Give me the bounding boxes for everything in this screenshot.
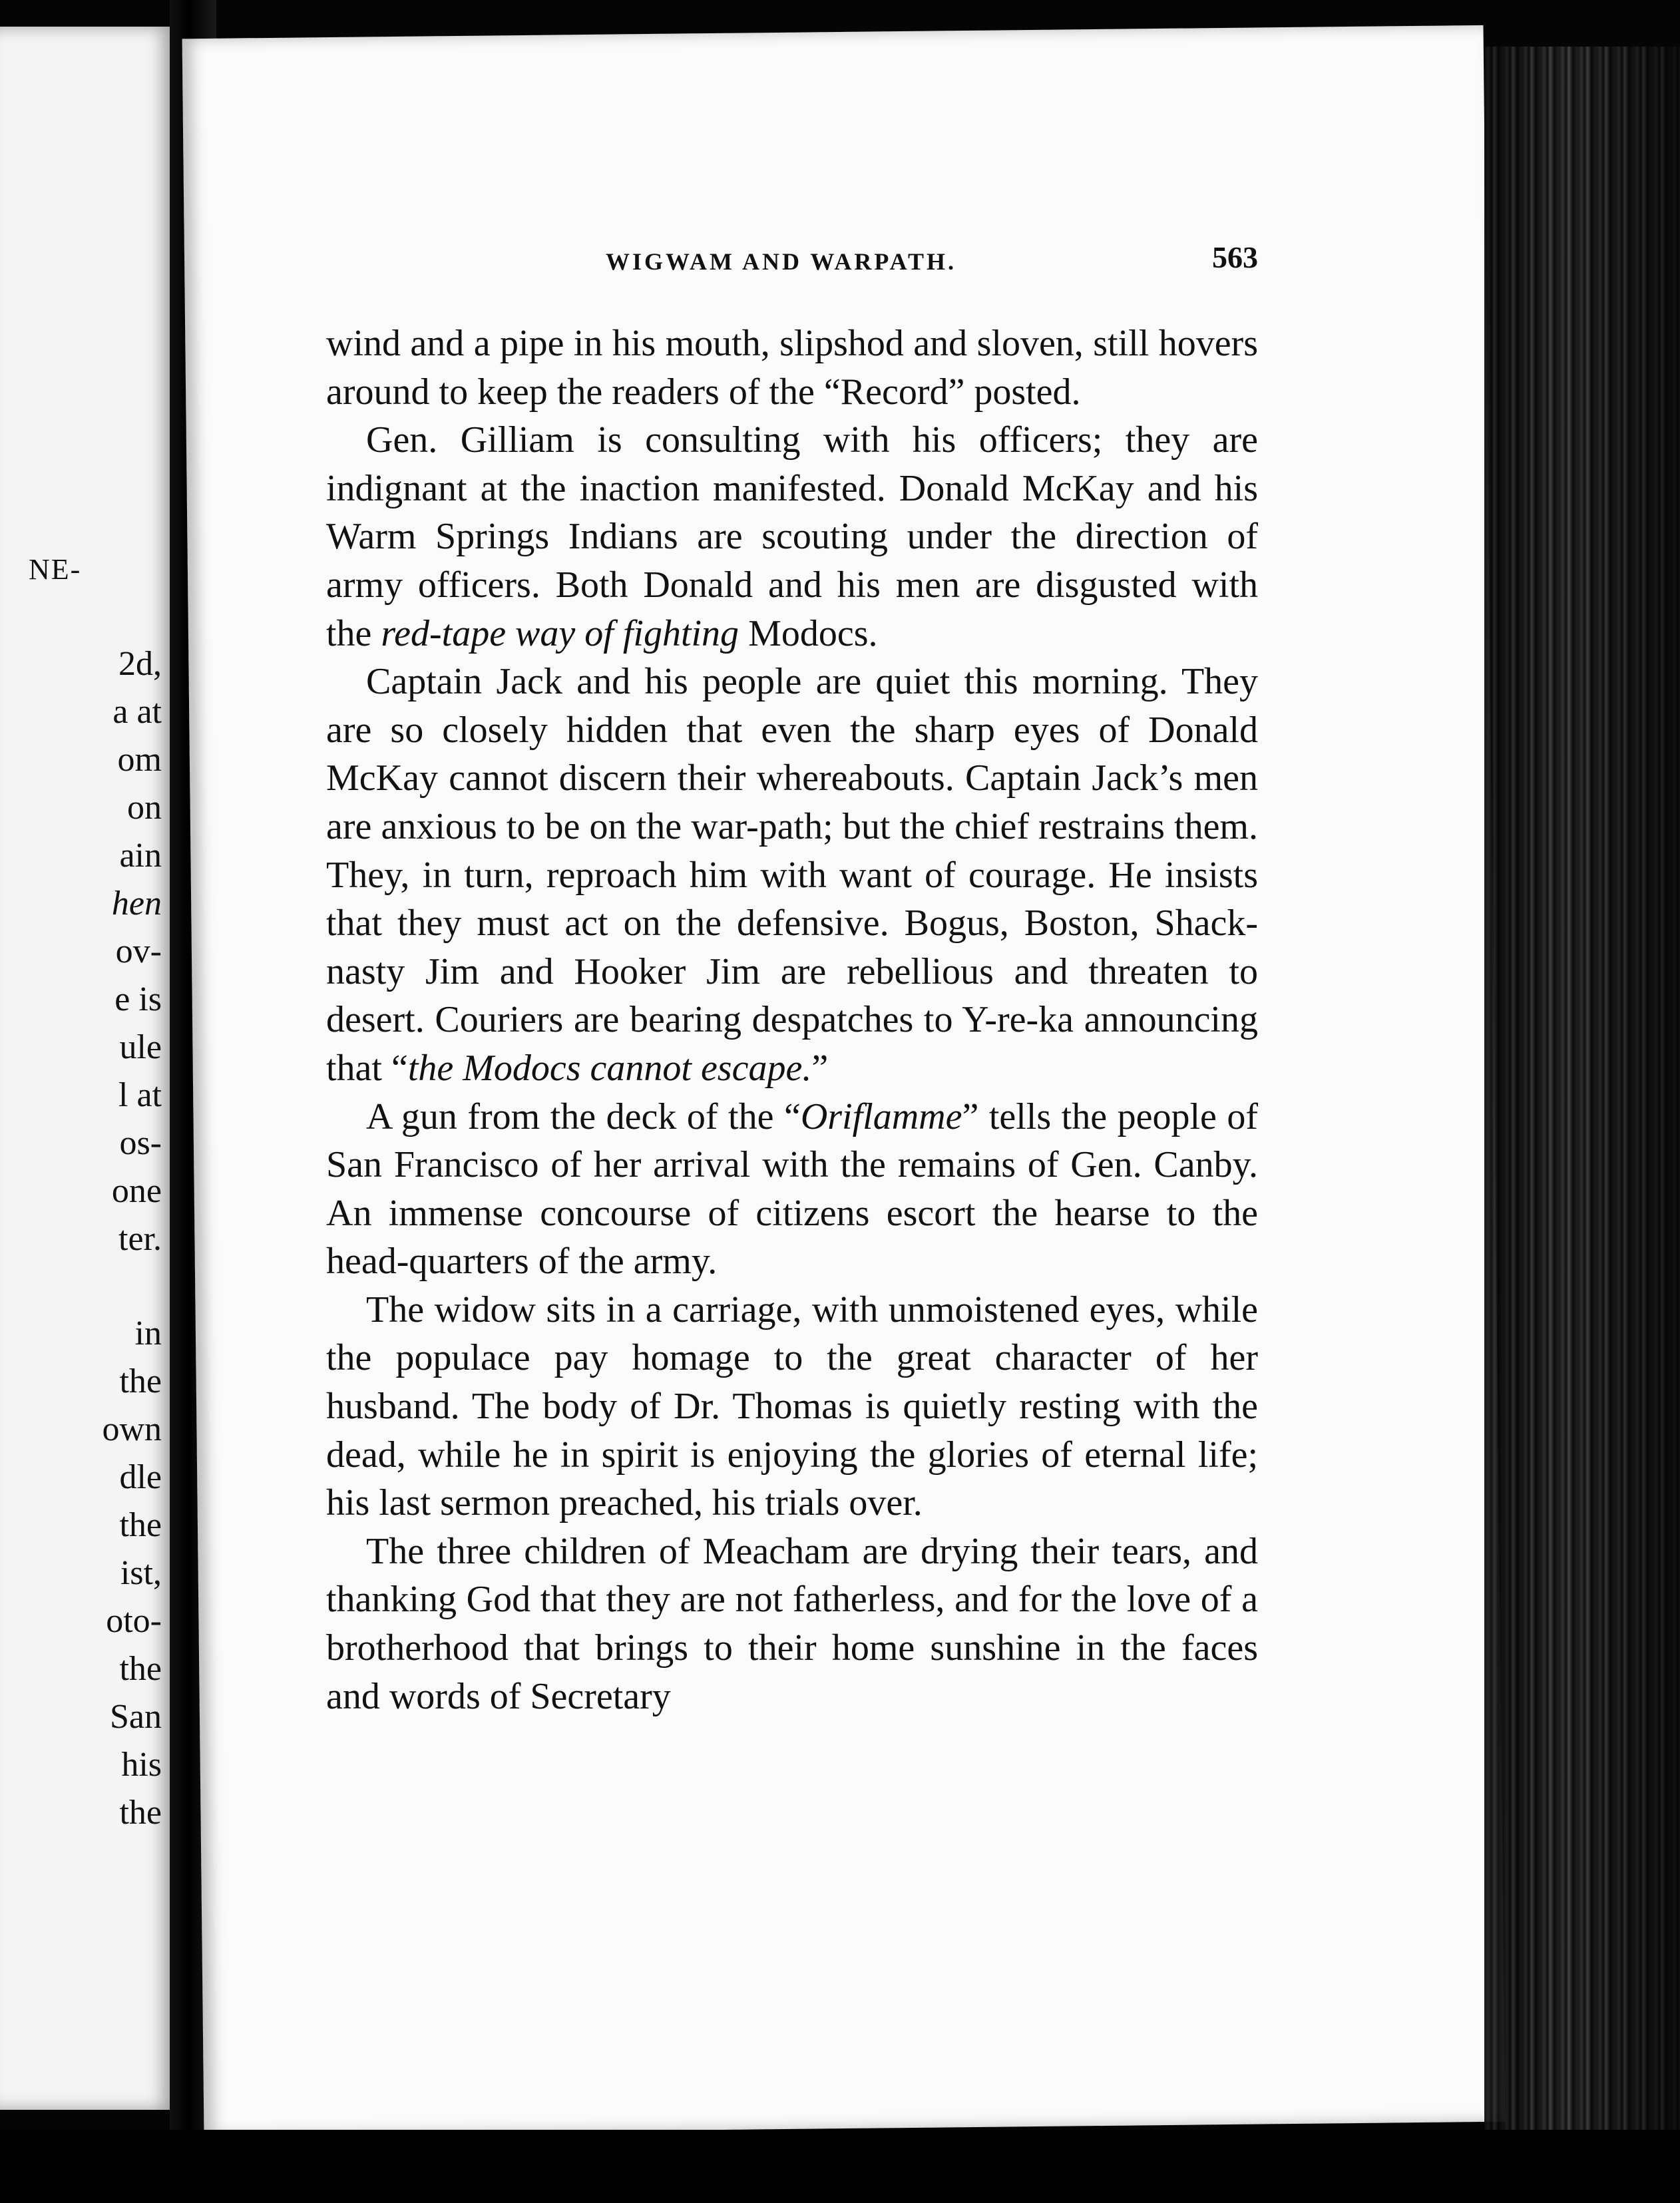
left-fragment: l at [118, 1076, 162, 1114]
left-fragment [29, 1263, 162, 1310]
running-title: WIGWAM AND WARPATH. [606, 248, 957, 275]
body-text [326, 319, 1258, 1720]
left-fragment: ter. [118, 1220, 162, 1258]
left-fragment: the [119, 1362, 162, 1400]
text-run: Modocs. [739, 612, 878, 654]
left-fragment: the [119, 1650, 162, 1688]
left-fragment: the [119, 1506, 162, 1544]
left-fragment: om [117, 741, 162, 779]
left-fragment: San [110, 1698, 162, 1736]
left-fragment: ule [119, 1028, 162, 1066]
left-fragment: his [121, 1746, 162, 1784]
left-page-text-fragments [29, 546, 162, 1837]
italic-text: red-tape way of fighting [381, 612, 739, 654]
left-fragment: the [119, 1794, 162, 1832]
text-run: Captain Jack and his people are quiet this morning. They are so closely hidden that even the sharp eyes of Donald McKay cannot discern their whereabouts. Captain Jack’s men are anxious to be on the war-path; but the chief restrains them. They, in turn, reproach him with want of courage. He insists that they must act on the defensive. Bogus, Boston, Shack-nasty Jim and Hooker Jim are rebellious and threaten to desert. Couriers are bearing despatches to Y-re-ka announcing that “ [326, 661, 1258, 1089]
text-run: A gun from the deck of the “ [366, 1096, 801, 1137]
left-fragment [29, 594, 162, 640]
page-header [393, 240, 1258, 293]
left-fragment: 2d, [118, 645, 162, 683]
page-number: 563 [1212, 240, 1258, 274]
text-run: ” tells the people of San Francisco of her arrival with the remains of Gen. Canby. An immense concourse of citizens escort the hearse to the head-quarters of the army. [326, 1096, 1259, 1283]
facing-left-page [0, 27, 176, 2110]
paragraph [326, 1093, 1258, 1286]
left-fragment: in [134, 1314, 162, 1352]
page-edges-stack [1484, 47, 1680, 2156]
left-fragment: dle [119, 1458, 162, 1496]
paragraph [326, 416, 1258, 658]
paragraph [326, 1286, 1258, 1527]
left-fragment: oto- [106, 1602, 162, 1640]
left-fragment: ist, [120, 1554, 162, 1592]
paragraph [326, 1527, 1258, 1720]
italic-text: Oriflamme [800, 1096, 962, 1137]
scan-bottom-margin [0, 2130, 1680, 2203]
left-fragment: own [102, 1410, 162, 1448]
text-run: wind and a pipe in his mouth, slipshod and sloven, still hovers around to keep the readers of the “Record” posted. [326, 323, 1258, 413]
left-fragment: NE- [29, 553, 82, 586]
text-run: Gen. Gilliam is consulting with his officers; they are indignant at the inaction manifested. Donald McKay and his Warm Springs Indians are scouting under the direction of army officers. Both Donald and his men are disgusted with the [326, 419, 1258, 654]
left-fragment: os- [119, 1124, 162, 1162]
text-run: The three children of Meacham are drying their tears, and thanking God that they are not fatherless, and for the love of a brotherhood that brings to their home sunshine in the faces and words of Secretary [326, 1530, 1258, 1717]
left-fragment: ain [119, 837, 162, 875]
left-fragment: ov- [115, 932, 162, 970]
left-fragment: a at [112, 693, 162, 731]
text-run: ” [811, 1047, 829, 1089]
text-run: The widow sits in a carriage, with unmoistened eyes, while the populace pay homage to the great character of her husband. The body of Dr. Thomas is quietly resting with the dead, while he in spirit is enjoying the glories of eternal life; his last sermon preached, his trials over. [326, 1289, 1258, 1524]
left-fragment: on [127, 789, 162, 827]
left-fragment: hen [111, 885, 162, 922]
italic-text: the Modocs cannot escape. [407, 1047, 812, 1089]
left-fragment: e is [114, 980, 162, 1018]
paragraph [326, 319, 1258, 416]
paragraph [326, 658, 1258, 1092]
left-fragment: one [111, 1172, 162, 1210]
